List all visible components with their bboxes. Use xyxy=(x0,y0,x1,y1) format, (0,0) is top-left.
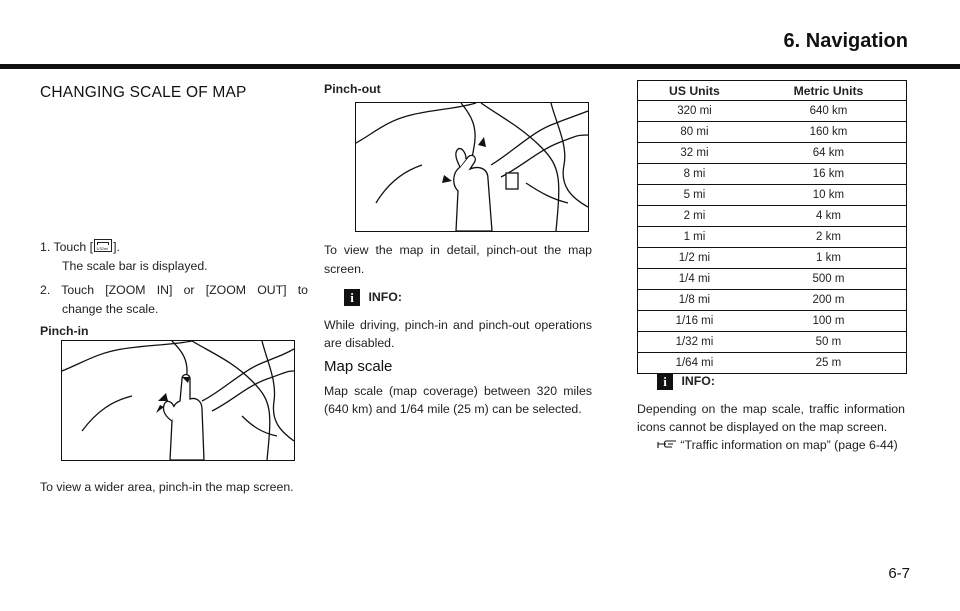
scale-table-grid xyxy=(638,81,906,373)
chapter-title: 6. Navigation xyxy=(783,30,908,52)
table-row xyxy=(638,248,906,269)
header-us-units: US Units xyxy=(638,81,751,101)
pinch-out-text-2: screen. xyxy=(324,262,365,276)
pinch-in-heading: Pinch-in xyxy=(40,324,89,338)
us-unit-cell: 2 mi xyxy=(638,206,751,227)
step-2-cont: change the scale. xyxy=(62,302,159,316)
table-row xyxy=(638,332,906,353)
scale-icon-label: 1/32mi xyxy=(96,246,109,251)
step-2: 2. Touch [ZOOM IN] or [ZOOM OUT] to xyxy=(40,283,308,297)
pinch-out-map-image xyxy=(355,102,589,232)
us-unit-cell: 80 mi xyxy=(638,122,751,143)
table-row xyxy=(638,227,906,248)
table-row xyxy=(638,290,906,311)
metric-unit-cell: 25 m xyxy=(751,353,906,374)
table-row xyxy=(638,185,906,206)
info-1-text-1: While driving, pinch-in and pinch-out operations xyxy=(324,318,592,332)
us-unit-cell: 320 mi xyxy=(638,101,751,122)
scale-bar-icon xyxy=(94,239,112,252)
info-1 xyxy=(344,288,402,307)
page-number: 6-7 xyxy=(888,565,910,582)
table-row xyxy=(638,206,906,227)
table-row xyxy=(638,101,906,122)
metric-unit-cell: 1 km xyxy=(751,248,906,269)
metric-unit-cell: 500 m xyxy=(751,269,906,290)
pinch-in-text: To view a wider area, pinch-in the map screen. xyxy=(40,480,294,494)
us-unit-cell: 1/8 mi xyxy=(638,290,751,311)
table-row xyxy=(638,143,906,164)
us-unit-cell: 1/2 mi xyxy=(638,248,751,269)
metric-unit-cell: 50 m xyxy=(751,332,906,353)
map-scale-heading: Map scale xyxy=(324,358,393,375)
map-scale-text-2: (640 km) and 1/64 mile (25 m) can be selected. xyxy=(324,402,582,416)
metric-unit-cell: 100 m xyxy=(751,311,906,332)
header-metric-units: Metric Units xyxy=(751,81,906,101)
us-unit-cell: 1/32 mi xyxy=(638,332,751,353)
section-title: CHANGING SCALE OF MAP xyxy=(40,84,247,101)
reference-text[interactable]: “Traffic information on map” (page 6-44) xyxy=(680,438,898,452)
info-1-text-2: are disabled. xyxy=(324,336,395,350)
metric-unit-cell: 2 km xyxy=(751,227,906,248)
us-unit-cell: 1/4 mi xyxy=(638,269,751,290)
metric-unit-cell: 200 m xyxy=(751,290,906,311)
info-2-text-1: Depending on the map scale, traffic information xyxy=(637,402,905,416)
step-1-note: The scale bar is displayed. xyxy=(62,259,208,273)
reference-link[interactable] xyxy=(657,436,898,455)
metric-unit-cell: 160 km xyxy=(751,122,906,143)
us-unit-cell: 5 mi xyxy=(638,185,751,206)
table-row xyxy=(638,311,906,332)
step-1-prefix: 1. Touch [ xyxy=(40,240,94,254)
metric-unit-cell: 64 km xyxy=(751,143,906,164)
us-unit-cell: 1/64 mi xyxy=(638,353,751,374)
metric-unit-cell: 16 km xyxy=(751,164,906,185)
us-unit-cell: 1/16 mi xyxy=(638,311,751,332)
map-scale-text-1: Map scale (map coverage) between 320 miles xyxy=(324,384,592,398)
step-1-suffix: ]. xyxy=(113,240,120,254)
info-icon: i xyxy=(344,289,360,306)
info-2 xyxy=(657,372,715,391)
metric-unit-cell: 640 km xyxy=(751,101,906,122)
pointing-hand-icon xyxy=(657,438,677,450)
scale-table xyxy=(637,80,907,374)
info-1-heading: INFO: xyxy=(368,290,402,304)
step-1 xyxy=(40,238,120,257)
header-rule xyxy=(0,64,960,69)
metric-unit-cell: 10 km xyxy=(751,185,906,206)
pinch-out-heading: Pinch-out xyxy=(324,82,381,96)
table-row xyxy=(638,269,906,290)
scale-table-header-row xyxy=(638,81,906,101)
info-icon: i xyxy=(657,373,673,390)
pinch-out-illustration xyxy=(356,103,588,231)
pinch-out-text-1: To view the map in detail, pinch-out the map xyxy=(324,243,592,257)
info-2-text-2: icons cannot be displayed on the map screen. xyxy=(637,420,888,434)
info-2-heading: INFO: xyxy=(681,374,715,388)
table-row xyxy=(638,353,906,374)
pinch-in-map-image xyxy=(61,340,295,461)
us-unit-cell: 1 mi xyxy=(638,227,751,248)
pinch-in-illustration xyxy=(62,341,294,460)
table-row xyxy=(638,122,906,143)
table-row xyxy=(638,164,906,185)
us-unit-cell: 8 mi xyxy=(638,164,751,185)
metric-unit-cell: 4 km xyxy=(751,206,906,227)
us-unit-cell: 32 mi xyxy=(638,143,751,164)
